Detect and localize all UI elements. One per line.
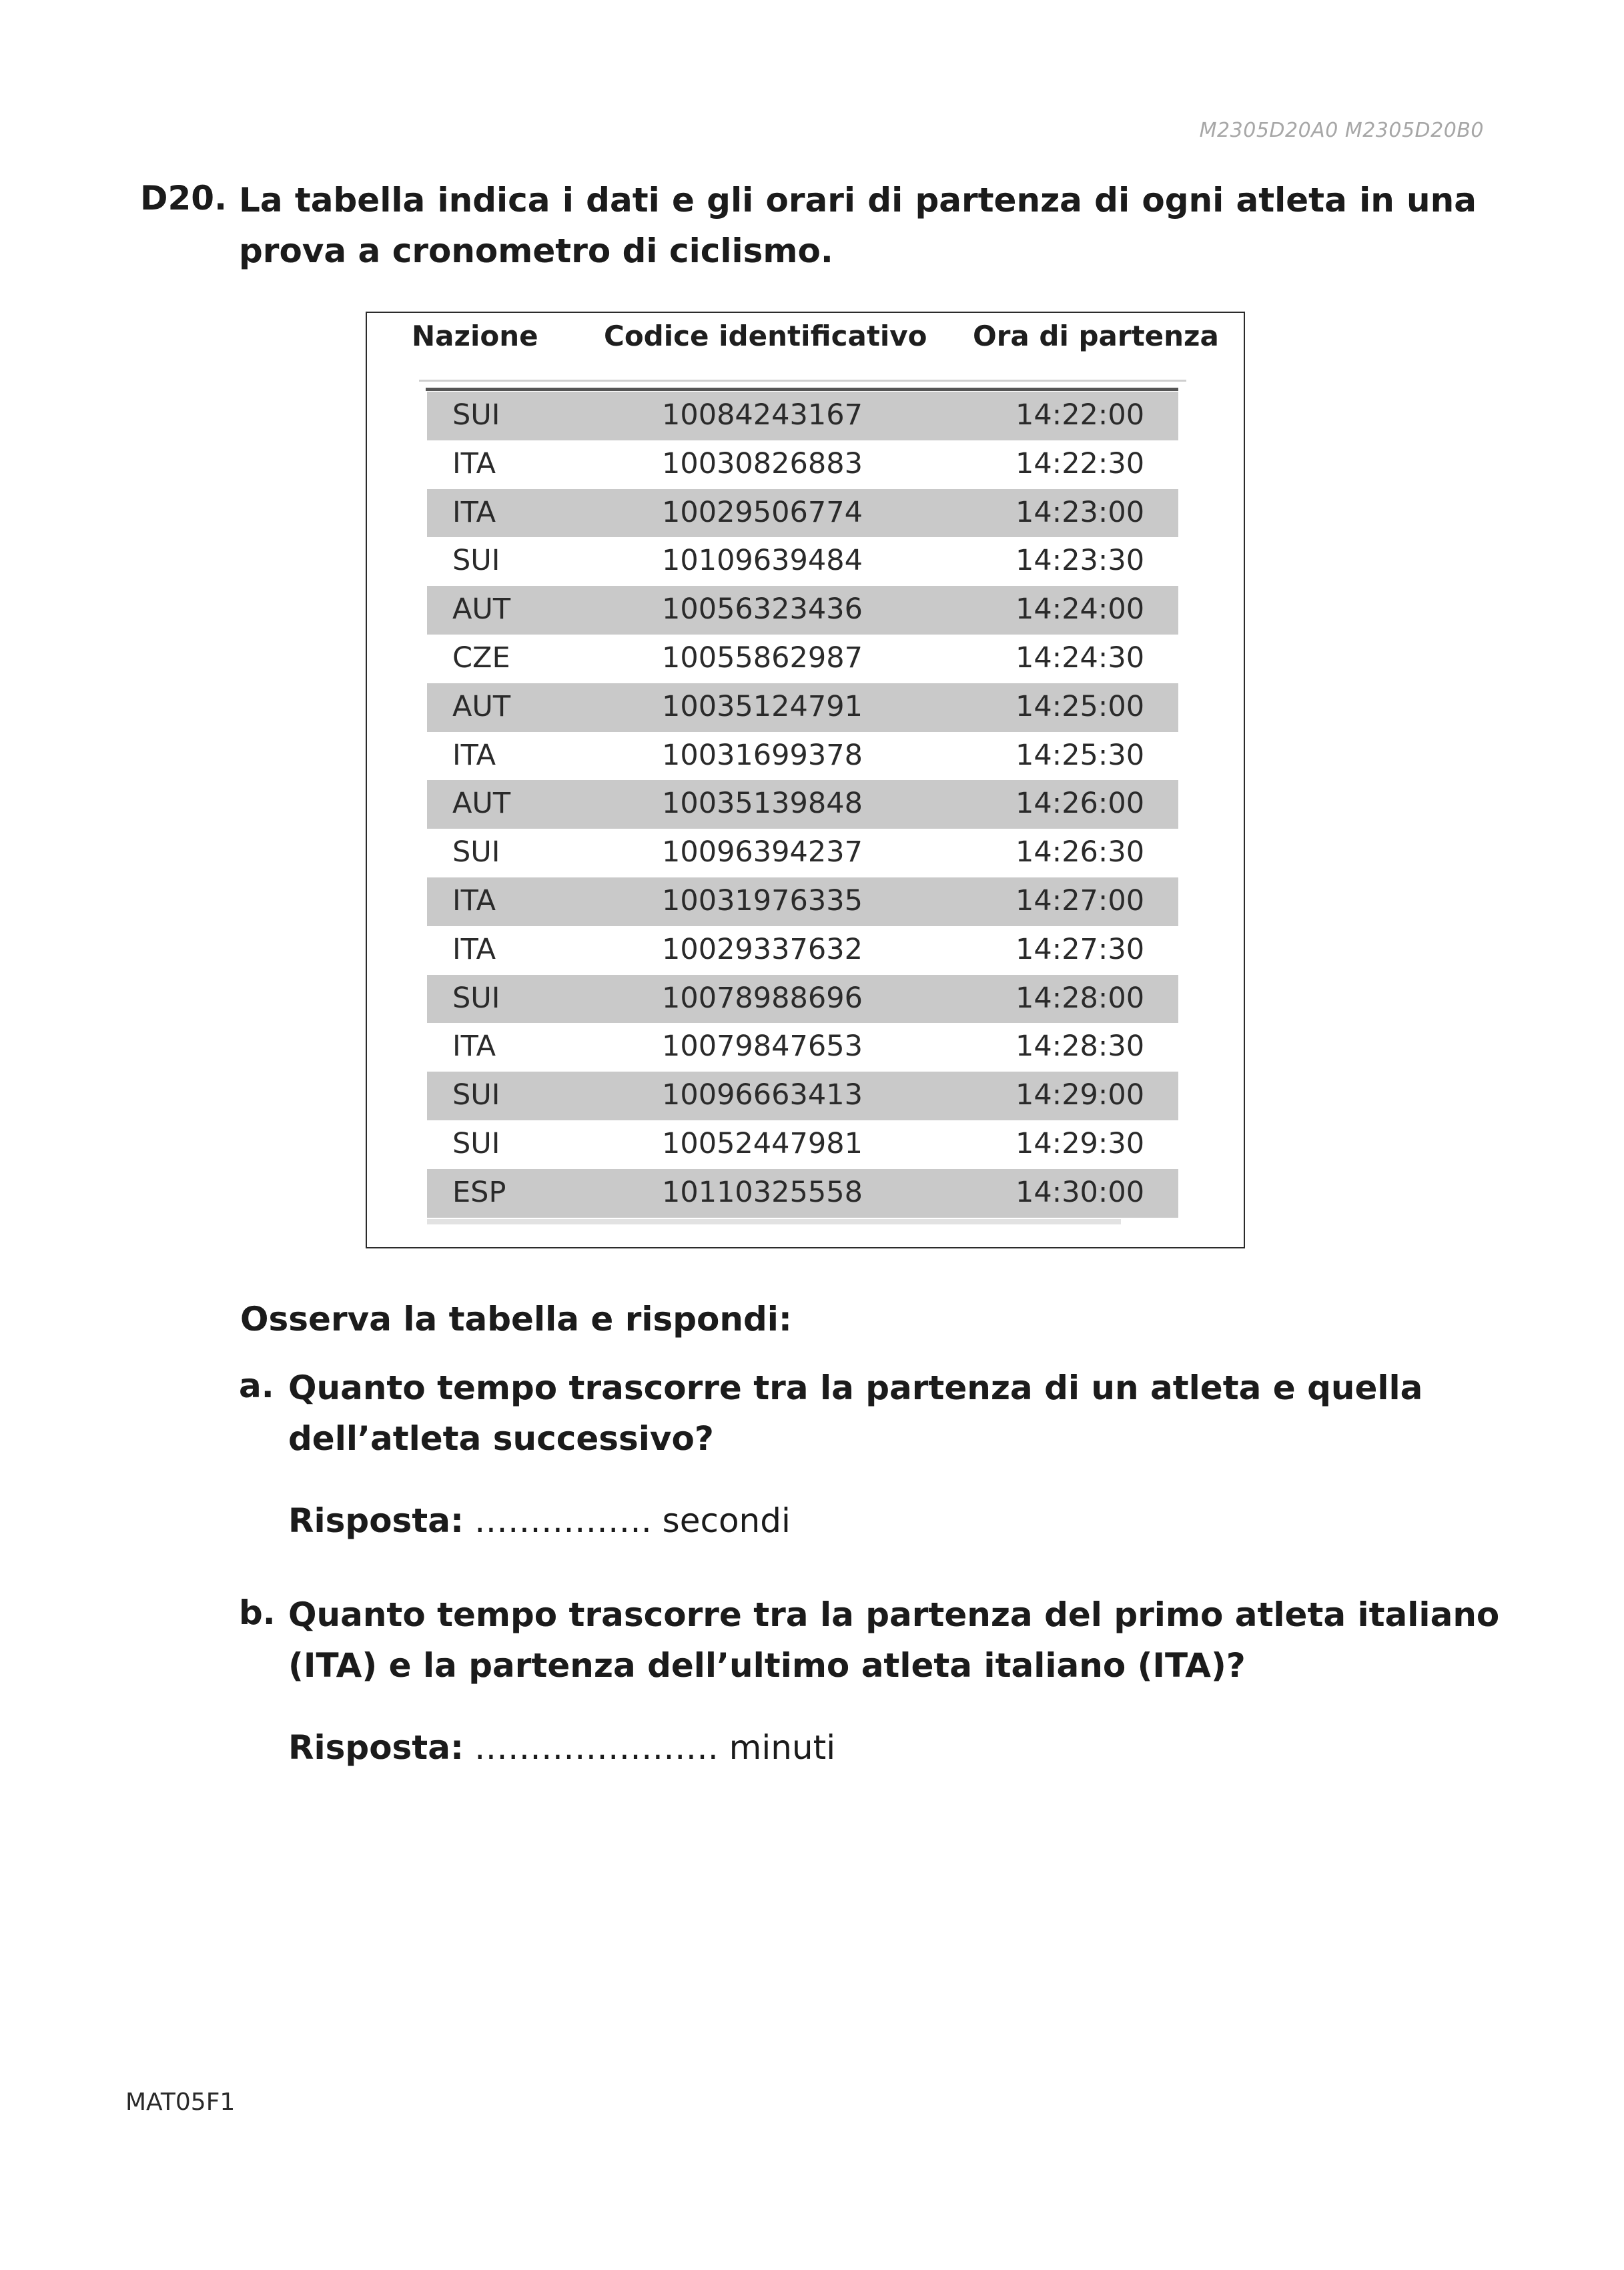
cell-code: 10079847653 bbox=[662, 1030, 863, 1064]
header-nation: Nazione bbox=[412, 320, 538, 352]
table-row bbox=[427, 877, 1178, 926]
cell-code: 10029337632 bbox=[662, 932, 863, 966]
table-top-border bbox=[426, 388, 1178, 391]
cell-nation: SUI bbox=[452, 835, 500, 869]
cell-time: 14:27:00 bbox=[1016, 883, 1145, 917]
cell-code: 10030826883 bbox=[662, 446, 863, 480]
cell-code: 10031976335 bbox=[662, 883, 863, 917]
cell-code: 10035139848 bbox=[662, 787, 863, 821]
subquestion-b-text: Quanto tempo trascorre tra la partenza del primo atleta italiano (ITA) e la partenza dell’ultimo atleta italiano (ITA)? bbox=[288, 1595, 1500, 1685]
cell-time: 14:25:00 bbox=[1016, 689, 1145, 723]
question-stem: La tabella indica i dati e gli orari di partenza di ogni atleta in una prova a cronometro di ciclismo. bbox=[239, 181, 1477, 270]
subquestion-a-answer bbox=[288, 1501, 791, 1540]
cell-nation: ITA bbox=[452, 738, 496, 772]
cell-code: 10031699378 bbox=[662, 738, 863, 772]
page-footer-code: MAT05F1 bbox=[125, 2089, 236, 2116]
table-row bbox=[427, 1023, 1178, 1072]
cell-nation: SUI bbox=[452, 981, 500, 1015]
cell-time: 14:29:00 bbox=[1016, 1078, 1145, 1112]
cell-time: 14:23:30 bbox=[1016, 544, 1145, 578]
cell-nation: AUT bbox=[452, 689, 511, 723]
cell-nation: ITA bbox=[452, 932, 496, 966]
cell-code: 10056323436 bbox=[662, 593, 863, 627]
cell-time: 14:23:00 bbox=[1016, 495, 1145, 529]
cell-time: 14:28:30 bbox=[1016, 1030, 1145, 1064]
cell-nation: AUT bbox=[452, 787, 511, 821]
cell-nation: ESP bbox=[452, 1175, 506, 1209]
cell-nation: SUI bbox=[452, 1078, 500, 1112]
table-row bbox=[427, 829, 1178, 877]
cell-code: 10109639484 bbox=[662, 544, 863, 578]
cell-time: 14:25:30 bbox=[1016, 738, 1145, 772]
cell-nation: SUI bbox=[452, 544, 500, 578]
table-row bbox=[427, 975, 1178, 1024]
cell-time: 14:28:00 bbox=[1016, 981, 1145, 1015]
cell-time: 14:24:30 bbox=[1016, 641, 1145, 675]
cell-nation: SUI bbox=[452, 1126, 500, 1160]
table-row bbox=[427, 440, 1178, 489]
subquestion-a-text: Quanto tempo trascorre tra la partenza di un atleta e quella dell’atleta successivo? bbox=[288, 1369, 1423, 1458]
cell-code: 10096663413 bbox=[662, 1078, 863, 1112]
instruction-text: Osserva la tabella e rispondi: bbox=[240, 1300, 792, 1339]
start-times-table bbox=[366, 312, 1245, 1248]
cell-nation: ITA bbox=[452, 883, 496, 917]
cell-code: 10078988696 bbox=[662, 981, 863, 1015]
header-divider bbox=[419, 380, 1186, 382]
table-row bbox=[427, 732, 1178, 781]
table-row bbox=[427, 1072, 1178, 1120]
cell-time: 14:24:00 bbox=[1016, 593, 1145, 627]
subquestion-a-label: a. bbox=[239, 1367, 274, 1405]
header-code: Codice identificativo bbox=[604, 320, 927, 352]
header-time: Ora di partenza bbox=[973, 320, 1219, 352]
cell-time: 14:22:30 bbox=[1016, 446, 1145, 480]
cell-nation: AUT bbox=[452, 593, 511, 627]
cell-nation: ITA bbox=[452, 446, 496, 480]
table-rows bbox=[427, 392, 1178, 1218]
table-row bbox=[427, 392, 1178, 440]
table-row bbox=[427, 635, 1178, 683]
cell-code: 10084243167 bbox=[662, 398, 863, 432]
cell-time: 14:22:00 bbox=[1016, 398, 1145, 432]
table-row bbox=[427, 926, 1178, 975]
cell-code: 10110325558 bbox=[662, 1175, 863, 1209]
answer-a-blank: ……………. secondi bbox=[474, 1501, 791, 1540]
cell-nation: CZE bbox=[452, 641, 510, 675]
cell-time: 14:27:30 bbox=[1016, 932, 1145, 966]
cell-nation: ITA bbox=[452, 1030, 496, 1064]
cell-nation: ITA bbox=[452, 495, 496, 529]
cell-code: 10035124791 bbox=[662, 689, 863, 723]
table-row bbox=[427, 780, 1178, 829]
cell-nation: SUI bbox=[452, 398, 500, 432]
item-codes: M2305D20A0 M2305D20B0 bbox=[1199, 119, 1484, 142]
cell-code: 10029506774 bbox=[662, 495, 863, 529]
answer-b-blank: …………………. minuti bbox=[474, 1728, 836, 1767]
answer-a-label: Risposta: bbox=[288, 1501, 464, 1540]
table-row bbox=[427, 1169, 1178, 1218]
cell-code: 10096394237 bbox=[662, 835, 863, 869]
cell-time: 14:26:00 bbox=[1016, 787, 1145, 821]
cell-code: 10052447981 bbox=[662, 1126, 863, 1160]
subquestion-b-label: b. bbox=[239, 1593, 276, 1632]
cell-time: 14:30:00 bbox=[1016, 1175, 1145, 1209]
table-row bbox=[427, 537, 1178, 586]
cell-time: 14:26:30 bbox=[1016, 835, 1145, 869]
cell-time: 14:29:30 bbox=[1016, 1126, 1145, 1160]
cell-code: 10055862987 bbox=[662, 641, 863, 675]
table-row bbox=[427, 1120, 1178, 1169]
table-bottom-edge bbox=[427, 1219, 1121, 1224]
question-number: D20. bbox=[140, 179, 228, 218]
table-row bbox=[427, 683, 1178, 732]
subquestion-b-answer bbox=[288, 1728, 835, 1767]
table-row bbox=[427, 489, 1178, 538]
answer-b-label: Risposta: bbox=[288, 1728, 464, 1767]
table-row bbox=[427, 586, 1178, 635]
